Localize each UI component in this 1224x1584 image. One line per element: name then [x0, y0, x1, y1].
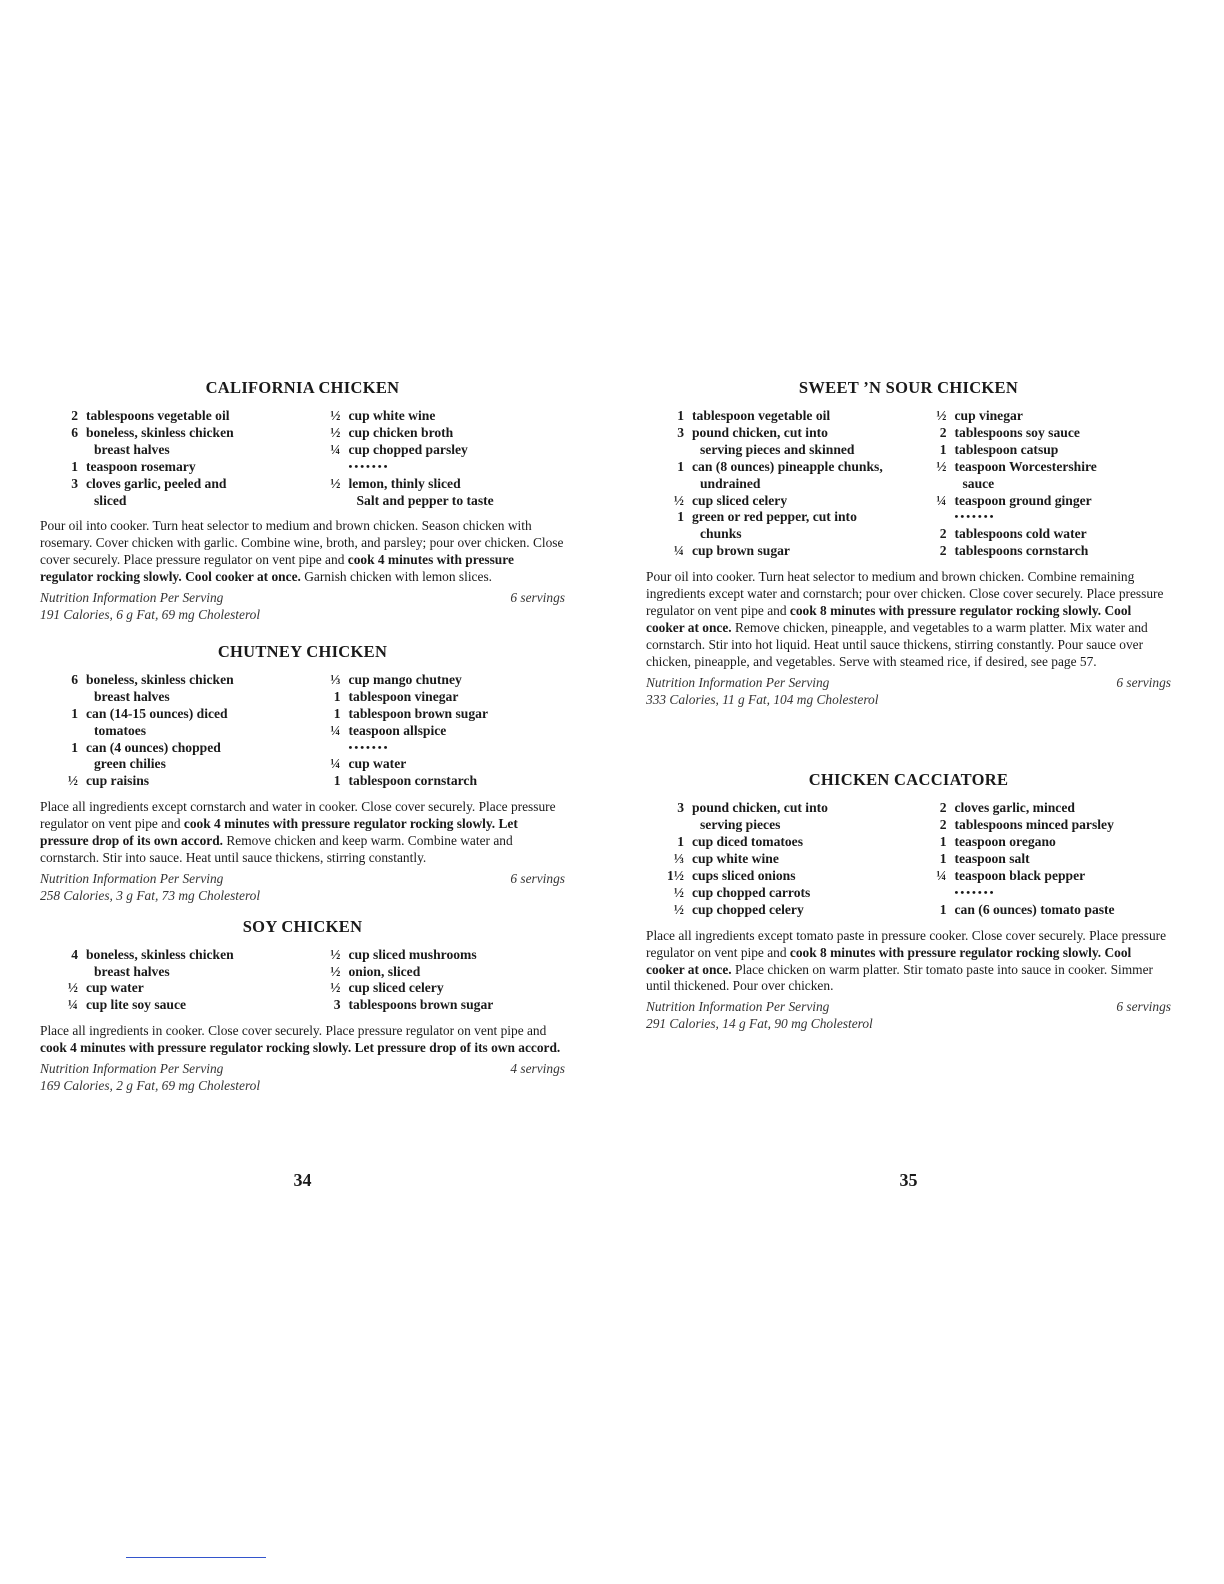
left-page — [40, 378, 565, 1190]
nutrition-label: Nutrition Information Per Serving — [40, 1061, 224, 1077]
ingredient-qty: 3 — [71, 475, 78, 491]
ingredient-column — [909, 408, 1172, 560]
recipe-title: CALIFORNIA CHICKEN — [205, 378, 400, 397]
ingredient-text: tablespoons brown sugar — [348, 997, 494, 1013]
instructions-text: Pour oil into cooker. Turn heat selector to medium and brown chicken. Combine remaining ingredients except water and cornstarch; pour over chicken. Close cover securely. Place pressure regulator on vent pipe and — [646, 569, 1164, 618]
separator-dots: ••••••• — [954, 511, 996, 524]
ingredient-qty: ½ — [330, 980, 341, 996]
instructions-text: Remove chicken, pineapple, and vegetables to a warm platter. Mix water and cornstarch. Stir into hot liquid. Heat until sauce thickens, stirring constantly. Pour sauce over chicken, pineapple, and vegetables. Serve with steamed rice, if desired, see page 57. — [646, 619, 1148, 669]
nutrition-info — [40, 590, 565, 624]
ingredient-qty — [303, 459, 349, 476]
ingredient-qty — [909, 509, 955, 526]
ingredient-qty — [646, 817, 692, 834]
separator-dots: ••••••• — [954, 886, 996, 899]
recipe — [646, 770, 1171, 1033]
ingredient-text: sliced — [94, 492, 127, 508]
right-page — [646, 378, 1171, 1190]
ingredient-row — [303, 459, 566, 476]
ingredient-qty: ⅓ — [330, 671, 341, 687]
ingredient-text: can (6 ounces) tomato paste — [954, 901, 1115, 917]
ingredient-text: cup sliced mushrooms — [348, 946, 477, 962]
ingredient-text: teaspoon ground ginger — [954, 492, 1092, 508]
ingredient-column — [303, 408, 566, 509]
ingredient-row — [40, 980, 303, 997]
instructions-bold: cook 4 minutes with pressure regulator rocking slowly. Let pressure drop of its own accord. — [40, 816, 518, 849]
ingredient-column — [303, 947, 566, 1015]
ingredient-row — [40, 689, 303, 706]
instructions — [40, 1023, 565, 1057]
ingredient-qty: ¼ — [936, 492, 947, 508]
ingredient-row — [646, 834, 909, 851]
footer-rule — [126, 1557, 266, 1558]
ingredient-row — [40, 425, 303, 442]
ingredient-text: cloves garlic, minced — [954, 800, 1075, 816]
recipe — [40, 917, 565, 1095]
ingredient-list — [40, 408, 565, 509]
ingredient-qty — [909, 476, 955, 493]
ingredient-text: tablespoon cornstarch — [348, 773, 478, 789]
nutrition-header — [40, 590, 565, 607]
ingredient-row — [646, 868, 909, 885]
ingredient-qty: 2 — [939, 800, 947, 816]
ingredient-qty: ½ — [936, 458, 947, 474]
recipe-title: SWEET ’N SOUR CHICKEN — [798, 378, 1019, 397]
recipe — [646, 378, 1171, 708]
ingredient-text: undrained — [700, 475, 761, 491]
ingredient-qty: 1 — [677, 408, 684, 423]
ingredient-qty: 2 — [939, 817, 947, 833]
nutrition-info — [40, 1061, 565, 1095]
servings: 4 servings — [510, 1061, 565, 1077]
recipe-title: CHUTNEY CHICKEN — [217, 641, 388, 661]
ingredient-text: tablespoons soy sauce — [954, 424, 1080, 440]
ingredient-text: can (4 ounces) chopped — [86, 739, 221, 755]
instructions-text: Pour oil into cooker. Turn heat selector to medium and brown chicken. Season chicken with rosemary. Cover chicken with garlic. Combine wine, broth, and parsley; pour over chicken. Close cover securely. Place pressure regulator on vent pipe and — [40, 518, 564, 568]
page-number: 34 — [293, 1170, 312, 1190]
nutrition-header — [646, 675, 1171, 692]
ingredient-row — [303, 740, 566, 757]
ingredient-row — [646, 509, 909, 526]
instructions — [40, 799, 565, 867]
ingredient-qty: ⅓ — [673, 851, 684, 867]
ingredient-text: green or red pepper, cut into — [692, 509, 857, 525]
ingredient-qty: 1 — [939, 834, 947, 850]
ingredient-text: pound chicken, cut into — [692, 424, 828, 440]
ingredient-qty: ½ — [936, 408, 947, 423]
recipe-title: SOY CHICKEN — [242, 916, 363, 936]
instructions-text: Place all ingredients except tomato paste in pressure cooker. Close cover securely. Place pressure regulator on vent pipe and — [646, 927, 1167, 960]
ingredient-qty — [40, 723, 86, 740]
nutrition-label: Nutrition Information Per Serving — [40, 590, 224, 606]
ingredient-row — [40, 756, 303, 773]
ingredient-row — [303, 980, 566, 997]
ingredient-qty: ½ — [67, 980, 78, 996]
ingredient-row — [909, 442, 1172, 459]
ingredient-qty: 4 — [71, 946, 78, 962]
ingredient-qty: 1 — [677, 458, 684, 474]
servings: 6 servings — [1116, 674, 1171, 690]
ingredient-row — [909, 885, 1172, 902]
ingredient-row — [646, 408, 909, 425]
ingredient-qty: 1 — [677, 834, 684, 850]
ingredient-qty: ½ — [330, 424, 341, 440]
ingredient-text: can (8 ounces) pineapple chunks, — [692, 458, 883, 474]
ingredient-qty: ¼ — [67, 997, 78, 1013]
ingredient-text: sauce — [962, 475, 995, 491]
ingredient-text: teaspoon rosemary — [86, 458, 196, 474]
ingredient-row — [303, 997, 566, 1014]
ingredient-row — [646, 543, 909, 560]
ingredient-list — [646, 408, 1171, 560]
ingredient-row — [909, 493, 1172, 510]
ingredient-text: can (14-15 ounces) diced — [86, 705, 228, 721]
instructions — [646, 928, 1171, 996]
nutrition-info — [40, 871, 565, 905]
ingredient-qty — [40, 964, 86, 981]
page-number: 35 — [899, 1170, 918, 1190]
instructions-bold: cook 8 minutes with pressure regulator rocking slowly. Cool cooker at once. — [646, 944, 1132, 977]
ingredient-list — [40, 947, 565, 1015]
ingredient-row — [40, 723, 303, 740]
ingredient-text: tablespoon vinegar — [348, 688, 459, 704]
servings: 6 servings — [1116, 999, 1171, 1015]
ingredient-qty: 2 — [939, 424, 947, 440]
ingredient-row — [909, 851, 1172, 868]
ingredient-row — [303, 723, 566, 740]
recipe-title: CHICKEN CACCIATORE — [808, 770, 1009, 790]
ingredient-column — [646, 408, 909, 560]
ingredient-column — [40, 672, 303, 790]
ingredient-text: cup brown sugar — [692, 543, 790, 559]
nutrition-values: 169 Calories, 2 g Fat, 69 mg Cholesterol — [40, 1078, 261, 1093]
ingredient-qty: ½ — [673, 884, 684, 900]
nutrition-header — [646, 999, 1171, 1016]
ingredient-row — [646, 459, 909, 476]
ingredient-qty: 3 — [677, 424, 684, 440]
ingredient-qty: 1 — [71, 739, 78, 755]
ingredient-text: green chilies — [94, 756, 166, 772]
ingredient-text: serving pieces — [700, 817, 781, 833]
nutrition-info — [646, 999, 1171, 1033]
ingredient-text: cups sliced onions — [692, 868, 796, 884]
ingredient-text: boneless, skinless chicken — [86, 946, 234, 962]
ingredient-row — [909, 476, 1172, 493]
instructions-text: Garnish chicken with lemon slices. — [300, 569, 493, 585]
ingredient-text: teaspoon salt — [954, 851, 1030, 867]
ingredient-text: serving pieces and skinned — [700, 441, 855, 457]
ingredient-qty: 1 — [939, 441, 947, 457]
ingredient-text: cup mango chutney — [348, 671, 462, 687]
ingredient-text: tablespoons cold water — [954, 526, 1087, 542]
ingredient-qty: 1 — [939, 901, 947, 917]
ingredient-text: teaspoon oregano — [954, 834, 1056, 850]
ingredient-qty: ½ — [330, 946, 341, 962]
ingredient-text: chunks — [700, 526, 742, 542]
ingredient-row — [40, 997, 303, 1014]
ingredient-text: tomatoes — [94, 722, 147, 738]
ingredient-qty: 3 — [677, 800, 684, 816]
ingredient-row — [303, 408, 566, 425]
ingredient-text: tablespoons minced parsley — [954, 817, 1114, 833]
ingredient-row — [909, 408, 1172, 425]
ingredient-qty: 1 — [71, 705, 78, 721]
ingredient-qty — [646, 442, 692, 459]
ingredient-text: boneless, skinless chicken — [86, 671, 234, 687]
ingredient-qty: ½ — [330, 408, 341, 423]
ingredient-column — [40, 947, 303, 1015]
recipe — [40, 642, 565, 905]
ingredient-qty — [646, 476, 692, 493]
ingredient-text: cup chopped parsley — [348, 441, 468, 457]
ingredient-row — [40, 947, 303, 964]
nutrition-values: 291 Calories, 14 g Fat, 90 mg Cholesterol — [646, 1016, 873, 1032]
ingredient-qty: ½ — [67, 773, 78, 789]
ingredient-row — [303, 672, 566, 689]
ingredient-qty — [646, 526, 692, 543]
ingredient-text: cup sliced celery — [692, 492, 788, 508]
ingredient-row — [646, 800, 909, 817]
instructions — [646, 569, 1171, 670]
ingredient-row — [303, 425, 566, 442]
ingredient-row — [303, 947, 566, 964]
ingredient-text: cup chicken broth — [348, 424, 454, 440]
ingredient-row — [303, 442, 566, 459]
ingredient-text: breast halves — [94, 688, 170, 704]
separator-dots: ••••••• — [348, 460, 390, 473]
servings: 6 servings — [510, 870, 565, 886]
ingredient-text: cup white wine — [348, 408, 436, 423]
ingredient-row — [646, 817, 909, 834]
instructions-bold: cook 4 minutes with pressure regulator rocking slowly. Let pressure drop of its own accord. — [40, 1040, 561, 1056]
ingredient-text: Salt and pepper to taste — [356, 492, 494, 508]
ingredient-qty: ½ — [330, 475, 341, 491]
ingredient-row — [909, 425, 1172, 442]
ingredient-column — [646, 800, 909, 918]
ingredient-row — [646, 885, 909, 902]
ingredient-qty — [40, 442, 86, 459]
ingredient-text: cup water — [348, 756, 407, 772]
ingredient-row — [646, 476, 909, 493]
nutrition-values: 191 Calories, 6 g Fat, 69 mg Cholesterol — [40, 606, 261, 622]
ingredient-list — [40, 672, 565, 790]
ingredient-qty: 3 — [333, 997, 341, 1013]
nutrition-label: Nutrition Information Per Serving — [646, 674, 830, 690]
nutrition-label: Nutrition Information Per Serving — [646, 999, 830, 1015]
ingredient-row — [646, 442, 909, 459]
ingredient-text: onion, sliced — [348, 963, 421, 979]
ingredient-row — [40, 964, 303, 981]
ingredient-row — [40, 493, 303, 510]
ingredient-text: breast halves — [94, 441, 170, 457]
ingredient-text: boneless, skinless chicken — [86, 424, 234, 440]
ingredient-list — [646, 800, 1171, 918]
ingredient-text: tablespoon vegetable oil — [692, 408, 831, 423]
ingredient-qty: 2 — [71, 408, 78, 423]
nutrition-values: 333 Calories, 11 g Fat, 104 mg Cholesterol — [646, 691, 879, 707]
ingredient-qty: ¼ — [330, 722, 341, 738]
ingredient-qty: ¼ — [673, 543, 684, 559]
ingredient-text: teaspoon allspice — [348, 722, 447, 738]
nutrition-header — [40, 871, 565, 888]
instructions-text: Remove chicken and keep warm. Combine water and cornstarch. Stir into sauce. Heat until sauce thickens, stirring constantly. — [40, 833, 513, 865]
ingredient-row — [909, 817, 1172, 834]
ingredient-row — [909, 902, 1172, 919]
nutrition-label: Nutrition Information Per Serving — [40, 870, 224, 886]
ingredient-qty: ½ — [673, 901, 684, 917]
nutrition-header — [40, 1061, 565, 1078]
recipe — [40, 378, 565, 624]
ingredient-column — [303, 672, 566, 790]
ingredient-row — [40, 773, 303, 790]
ingredient-text: pound chicken, cut into — [692, 800, 828, 816]
ingredient-row — [40, 672, 303, 689]
ingredient-qty: 1 — [71, 458, 78, 474]
ingredient-row — [909, 543, 1172, 560]
ingredient-text: cup raisins — [86, 773, 150, 789]
ingredient-qty: 6 — [71, 424, 78, 440]
ingredient-text: cup water — [86, 980, 144, 996]
ingredient-row — [303, 964, 566, 981]
ingredient-row — [303, 493, 566, 510]
ingredient-qty — [40, 493, 86, 510]
ingredient-text: cup diced tomatoes — [692, 834, 804, 850]
ingredient-text: teaspoon black pepper — [954, 868, 1086, 884]
ingredient-qty: 6 — [71, 671, 78, 687]
ingredient-column — [40, 408, 303, 509]
instructions-text: Place chicken on warm platter. Stir tomato paste into sauce in cooker. Simmer until thickened. Pour over chicken. — [646, 961, 1153, 994]
ingredient-row — [909, 509, 1172, 526]
ingredient-qty: 1 — [333, 688, 341, 704]
servings: 6 servings — [510, 590, 565, 606]
ingredient-text: tablespoon catsup — [954, 441, 1059, 457]
ingredient-qty: ¼ — [330, 756, 341, 772]
ingredient-text: cup chopped celery — [692, 901, 804, 917]
ingredient-text: cup vinegar — [954, 408, 1023, 423]
ingredient-row — [646, 526, 909, 543]
ingredient-text: lemon, thinly sliced — [348, 475, 461, 491]
ingredient-row — [40, 459, 303, 476]
instructions — [40, 518, 565, 586]
ingredient-text: teaspoon Worcestershire — [954, 458, 1097, 474]
ingredient-text: cup chopped carrots — [692, 884, 811, 900]
ingredient-row — [303, 689, 566, 706]
ingredient-row — [303, 773, 566, 790]
ingredient-qty: ¼ — [936, 868, 947, 884]
ingredient-text: cup lite soy sauce — [86, 997, 187, 1013]
ingredient-qty — [40, 689, 86, 706]
ingredient-qty — [909, 885, 955, 902]
ingredient-qty: 1 — [333, 773, 341, 789]
ingredient-row — [909, 800, 1172, 817]
ingredient-qty: 1 — [939, 851, 947, 867]
ingredient-text: cup white wine — [692, 851, 779, 867]
ingredient-row — [646, 902, 909, 919]
ingredient-row — [303, 476, 566, 493]
ingredient-row — [909, 526, 1172, 543]
nutrition-values: 258 Calories, 3 g Fat, 73 mg Cholesterol — [40, 887, 261, 903]
ingredient-qty: 2 — [939, 543, 947, 559]
ingredient-qty: 1½ — [667, 868, 684, 884]
ingredient-column — [909, 800, 1172, 918]
ingredient-row — [909, 868, 1172, 885]
ingredient-qty: 1 — [333, 705, 341, 721]
ingredient-text: tablespoons cornstarch — [954, 543, 1089, 559]
separator-dots: ••••••• — [348, 741, 390, 754]
nutrition-info — [646, 675, 1171, 709]
ingredient-text: breast halves — [94, 963, 170, 979]
ingredient-qty — [303, 493, 349, 510]
ingredient-qty: ½ — [330, 963, 341, 979]
instructions-bold: cook 8 minutes with pressure regulator rocking slowly. Cool cooker at once. — [646, 602, 1132, 635]
ingredient-qty — [303, 740, 349, 757]
ingredient-qty: ¼ — [330, 441, 341, 457]
ingredient-qty — [40, 756, 86, 773]
ingredient-row — [40, 706, 303, 723]
ingredient-qty: 1 — [677, 509, 684, 525]
ingredient-text: tablespoon brown sugar — [348, 705, 488, 721]
instructions-text: Place all ingredients except cornstarch and water in cooker. Close cover securely. Place pressure regulator on vent pipe and — [40, 799, 556, 832]
ingredient-row — [646, 425, 909, 442]
ingredient-row — [909, 834, 1172, 851]
ingredient-row — [40, 476, 303, 493]
ingredient-row — [646, 851, 909, 868]
instructions-text: Place all ingredients in cooker. Close cover securely. Place pressure regulator on vent pipe and — [40, 1023, 547, 1039]
ingredient-row — [909, 459, 1172, 476]
ingredient-row — [646, 493, 909, 510]
ingredient-row — [40, 442, 303, 459]
ingredient-qty: 2 — [939, 526, 947, 542]
ingredient-row — [40, 408, 303, 425]
ingredient-row — [303, 756, 566, 773]
ingredient-row — [40, 740, 303, 757]
ingredient-text: cloves garlic, peeled and — [86, 475, 227, 491]
ingredient-text: tablespoons vegetable oil — [86, 408, 230, 423]
ingredient-text: cup sliced celery — [348, 980, 444, 996]
ingredient-row — [303, 706, 566, 723]
instructions-bold: cook 4 minutes with pressure regulator rocking slowly. Cool cooker at once. — [40, 552, 514, 585]
ingredient-qty: ½ — [673, 492, 684, 508]
